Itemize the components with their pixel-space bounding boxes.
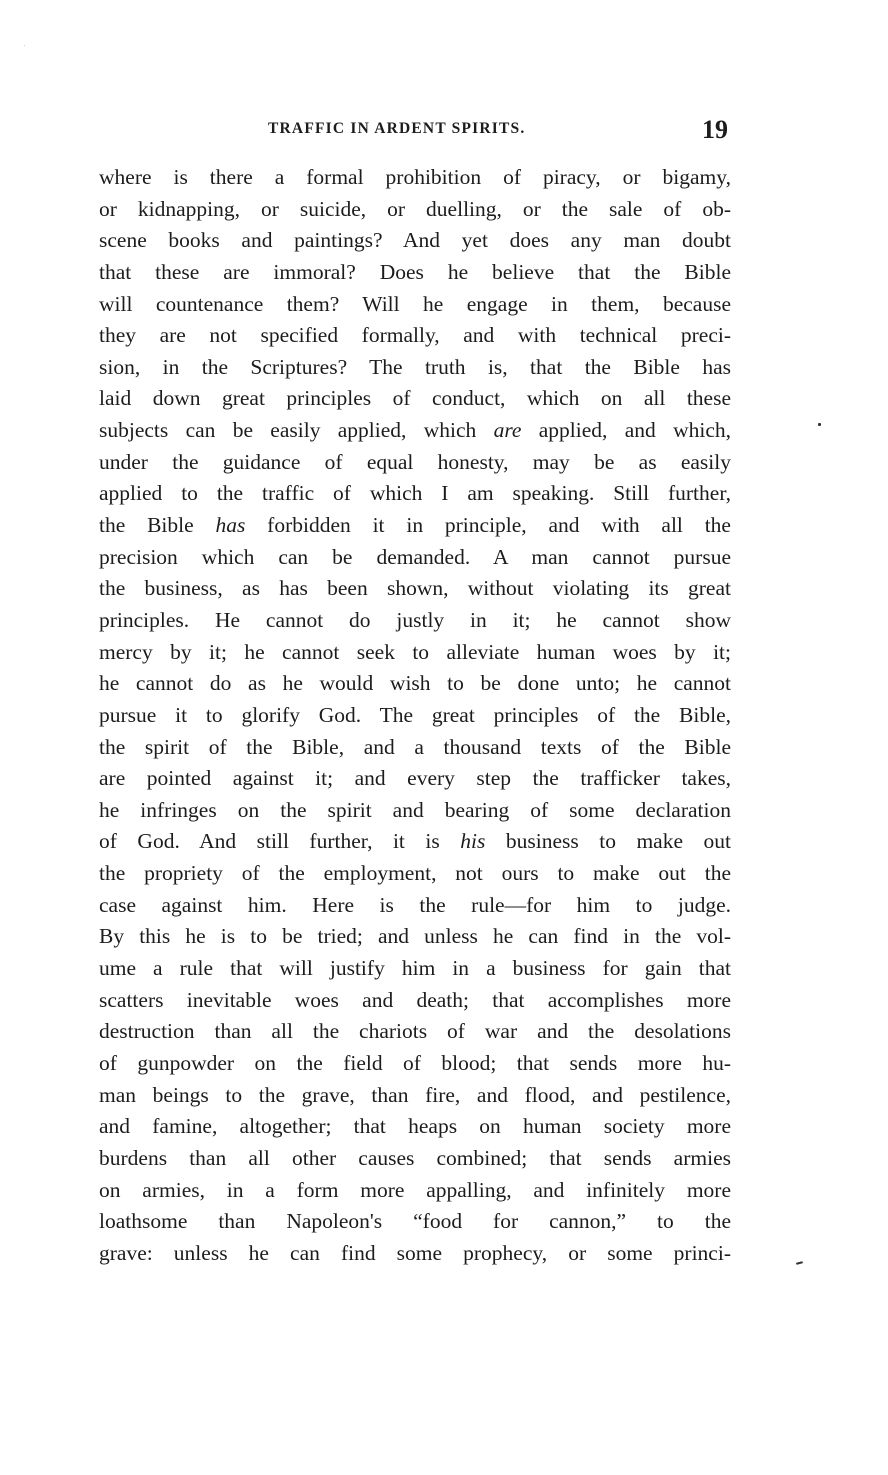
- scan-speck: [818, 423, 821, 426]
- text-line: they are not specified formally, and with technical preci-: [99, 323, 731, 348]
- emphasis: his: [460, 829, 486, 854]
- text-line: scatters inevitable woes and death; that accomplishes more: [99, 987, 731, 1012]
- text-line: on armies, in a form more appalling, and infinitely more: [99, 1177, 731, 1202]
- text-line: he infringes on the spirit and bearing of some declaration: [99, 797, 731, 822]
- text-line: By this he is to be tried; and unless he can find in the vol-: [99, 924, 731, 949]
- text-line: applied to the traffic of which I am speaking. Still further,: [99, 481, 731, 506]
- emphasis: has: [215, 513, 246, 538]
- text-line: precision which can be demanded. A man cannot pursue: [99, 544, 731, 569]
- text-line: sion, in the Scriptures? The truth is, that the Bible has: [99, 354, 731, 379]
- text-line: grave: unless he can find some prophecy, or some princi-: [99, 1240, 731, 1265]
- text-line: subjects can be easily applied, which are applied, and which,: [99, 418, 731, 443]
- text-line: destruction than all the chariots of war and the desolations: [99, 1019, 731, 1044]
- text-line: and famine, altogether; that heaps on human society more: [99, 1114, 731, 1139]
- text-line: loathsome than Napoleon's “food for cannon,” to the: [99, 1209, 731, 1234]
- text-line: that these are immoral? Does he believe that the Bible: [99, 259, 731, 284]
- text-line: scene books and paintings? And yet does any man doubt: [99, 228, 731, 253]
- text-line: will countenance them? Will he engage in them, because: [99, 291, 731, 316]
- text-line: where is there a formal prohibition of piracy, or bigamy,: [99, 165, 731, 189]
- scan-speck: [796, 1261, 803, 1265]
- text-line: of God. And still further, it is his business to make out: [99, 829, 731, 854]
- text-line: are pointed against it; and every step the trafficker takes,: [99, 766, 731, 791]
- text-line: mercy by it; he cannot seek to alleviate human woes by it;: [99, 639, 731, 664]
- scan-speck: [24, 45, 25, 46]
- text-line: principles. He cannot do justly in it; he cannot show: [99, 607, 731, 632]
- text-line: burdens than all other causes combined; that sends armies: [99, 1145, 731, 1170]
- text-line: he cannot do as he would wish to be done unto; he cannot: [99, 671, 731, 696]
- text-line: the Bible has forbidden it in principle, and with all the: [99, 513, 731, 538]
- text-line: the propriety of the employment, not ours to make out the: [99, 861, 731, 886]
- text-line: ume a rule that will justify him in a business for gain that: [99, 956, 731, 981]
- text-line: laid down great principles of conduct, which on all these: [99, 386, 731, 411]
- text-line: the business, as has been shown, without violating its great: [99, 576, 731, 601]
- emphasis: are: [493, 418, 522, 443]
- text-line: under the guidance of equal honesty, may be as easily: [99, 449, 731, 474]
- body-text: [99, 162, 731, 1269]
- text-line: or kidnapping, or suicide, or duelling, or the sale of ob-: [99, 196, 731, 221]
- text-line: the spirit of the Bible, and a thousand texts of the Bible: [99, 734, 731, 759]
- text-line: man beings to the grave, than fire, and flood, and pestilence,: [99, 1082, 731, 1107]
- text-line: pursue it to glorify God. The great principles of the Bible,: [99, 702, 731, 727]
- text-line: case against him. Here is the rule—for him to judge.: [99, 892, 731, 917]
- text-line: of gunpowder on the field of blood; that sends more hu-: [99, 1050, 731, 1075]
- page-number: 19: [702, 115, 728, 144]
- running-head: TRAFFIC IN ARDENT SPIRITS.: [268, 120, 526, 137]
